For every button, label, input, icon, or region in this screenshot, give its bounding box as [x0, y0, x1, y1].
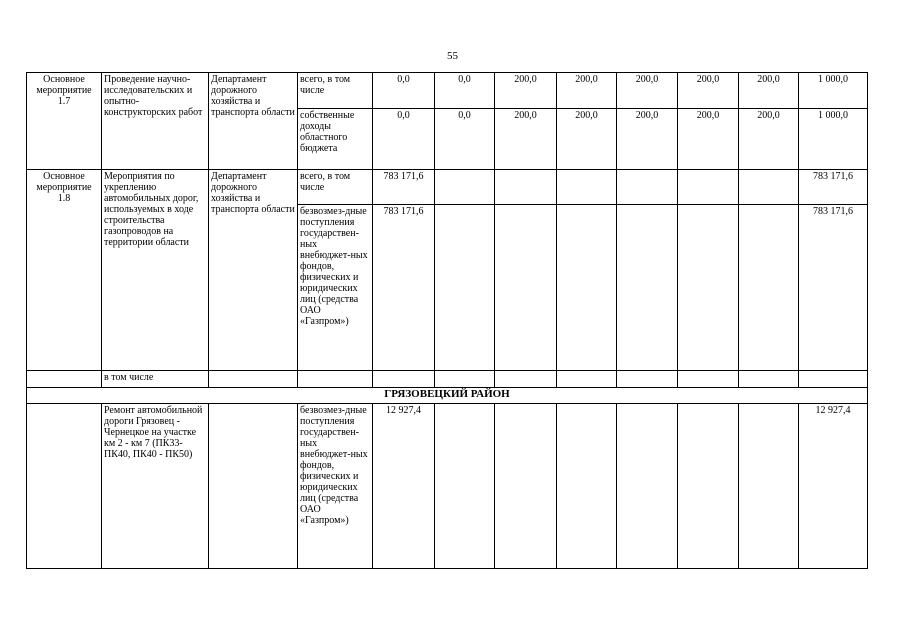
value-cell: 200,0 — [739, 73, 799, 109]
source-cell: безвозмез-дные поступления государствен-ных внебюджет-ных фондов, физических и юридических лиц (средства ОАО «Газпром») — [298, 404, 373, 569]
value-cell: 0,0 — [373, 73, 435, 109]
empty-cell — [435, 205, 495, 371]
value-cell: 12 927,4 — [373, 404, 435, 569]
empty-cell — [617, 205, 678, 371]
value-cell: 200,0 — [495, 73, 557, 109]
empty-cell — [495, 205, 557, 371]
total-cell: 783 171,6 — [799, 205, 868, 371]
value-cell: 200,0 — [617, 109, 678, 170]
total-cell: 1 000,0 — [799, 109, 868, 170]
empty-cell — [678, 170, 739, 205]
value-cell: 783 171,6 — [373, 205, 435, 371]
executor-cell: Департамент дорожного хозяйства и транспорта области — [209, 73, 298, 170]
table-row — [27, 73, 868, 109]
empty-cell — [27, 404, 102, 569]
total-cell: 783 171,6 — [799, 170, 868, 205]
empty-cell — [495, 404, 557, 569]
empty-cell — [373, 371, 435, 388]
empty-cell — [209, 371, 298, 388]
empty-cell — [739, 371, 799, 388]
value-cell: 200,0 — [739, 109, 799, 170]
empty-cell — [435, 170, 495, 205]
value-cell: 200,0 — [678, 109, 739, 170]
total-cell: 1 000,0 — [799, 73, 868, 109]
table-row — [27, 371, 868, 388]
empty-cell — [435, 371, 495, 388]
value-cell: 200,0 — [557, 73, 617, 109]
source-cell: всего, в том числе — [298, 170, 373, 205]
value-cell: 783 171,6 — [373, 170, 435, 205]
empty-cell — [495, 371, 557, 388]
empty-cell — [678, 205, 739, 371]
measure-name-cell: Ремонт автомобильной дороги Грязовец - Чернецкое на участке км 2 - км 7 (ПК33-ПК40, ПК40 - ПК50) — [102, 404, 209, 569]
value-cell: 200,0 — [617, 73, 678, 109]
table-row — [27, 388, 868, 404]
value-cell: 0,0 — [435, 73, 495, 109]
including-label-cell: в том числе — [102, 371, 209, 388]
empty-cell — [209, 404, 298, 569]
empty-cell — [435, 404, 495, 569]
empty-cell — [557, 371, 617, 388]
empty-cell — [799, 371, 868, 388]
value-cell: 0,0 — [373, 109, 435, 170]
empty-cell — [557, 170, 617, 205]
source-cell: собственные доходы областного бюджета — [298, 109, 373, 170]
table-row — [27, 404, 868, 569]
empty-cell — [617, 371, 678, 388]
empty-cell — [495, 170, 557, 205]
measure-name-cell: Проведение научно-исследовательских и опытно-конструкторских работ — [102, 73, 209, 170]
value-cell: 200,0 — [678, 73, 739, 109]
table-row — [27, 170, 868, 205]
value-cell: 200,0 — [495, 109, 557, 170]
empty-cell — [678, 404, 739, 569]
empty-cell — [739, 205, 799, 371]
source-cell: всего, в том числе — [298, 73, 373, 109]
empty-cell — [678, 371, 739, 388]
value-cell: 200,0 — [557, 109, 617, 170]
executor-cell: Департамент дорожного хозяйства и транспорта области — [209, 170, 298, 371]
total-cell: 12 927,4 — [799, 404, 868, 569]
measure-code-cell: Основное мероприятие 1.8 — [27, 170, 102, 371]
empty-cell — [739, 170, 799, 205]
empty-cell — [557, 205, 617, 371]
source-cell: безвозмез-дные поступления государствен-ных внебюджет-ных фондов, физических и юридических лиц (средства ОАО «Газпром») — [298, 205, 373, 371]
empty-cell — [617, 170, 678, 205]
measure-code-cell: Основное мероприятие 1.7 — [27, 73, 102, 170]
page-number: 55 — [447, 50, 458, 62]
district-heading: ГРЯЗОВЕЦКИЙ РАЙОН — [27, 388, 868, 404]
value-cell: 0,0 — [435, 109, 495, 170]
empty-cell — [617, 404, 678, 569]
measure-name-cell: Мероприятия по укреплению автомобильных дорог, используемых в ходе строительства газопроводов на территории области — [102, 170, 209, 371]
empty-cell — [298, 371, 373, 388]
empty-cell — [557, 404, 617, 569]
budget-table — [26, 72, 868, 569]
empty-cell — [739, 404, 799, 569]
empty-cell — [27, 371, 102, 388]
